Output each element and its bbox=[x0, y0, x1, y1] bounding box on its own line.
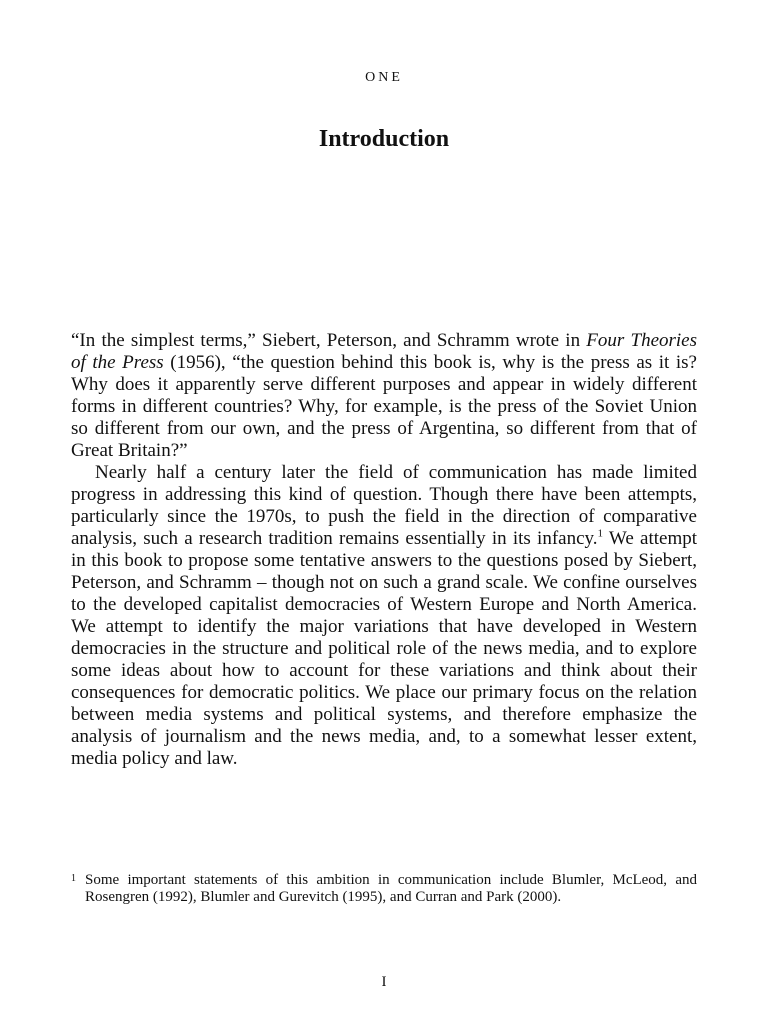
footnote-text: Some important statements of this ambition in communication include Blumler, McLeod, and Rosengren (1992), Blumler and Gurevitch (1995), and Curran and Park (2000). bbox=[85, 872, 697, 905]
paragraph-1 bbox=[71, 330, 697, 462]
paragraph-2 bbox=[71, 462, 697, 770]
footnote-reference: 1 bbox=[597, 527, 604, 540]
paragraph-1-text-a: “In the simplest terms,” Siebert, Peterson, and Schramm wrote in bbox=[71, 330, 587, 351]
chapter-label: ONE bbox=[365, 70, 403, 85]
footnote bbox=[71, 872, 697, 906]
book-title: Four Theories of the Press bbox=[71, 330, 698, 373]
paragraph-2-text-a: Nearly half a century later the field of communication has made limited progress in addressing this kind of question. Though there have been attempts, particularly since the 1970s, to push the field in the direction of comparative analysis, such a research tradition remains essentially in its infancy. bbox=[71, 462, 697, 549]
footnote-mark: 1 bbox=[71, 873, 76, 884]
paragraph-2-text-b: We attempt in this book to propose some tentative answers to the questions posed by Siebert, Peterson, and Schramm – though not on such a grand scale. We confine ourselves to the developed capitalist democracies of Western Europe and North America. We attempt to identify the major variations that have developed in Western democracies in the structure and political role of the news media, and to explore some ideas about how to account for these variations and think about their consequences for democratic politics. We place our primary focus on the relation between media systems and political systems, and therefore emphasize the analysis of journalism and the news media, and, to a somewhat lesser extent, media policy and law. bbox=[71, 528, 697, 769]
chapter-title: Introduction bbox=[318, 126, 450, 152]
page-number: I bbox=[381, 974, 387, 990]
paragraph-1-text-b: (1956), “the question behind this book is, why is the press as it is? Why does it apparently serve different purposes and appear in widely different forms in different countries? Why, for example, is the press of the Soviet Union so different from our own, and the press of Argentina, so different from that of Great Britain?” bbox=[71, 352, 697, 461]
body-text bbox=[71, 330, 697, 770]
